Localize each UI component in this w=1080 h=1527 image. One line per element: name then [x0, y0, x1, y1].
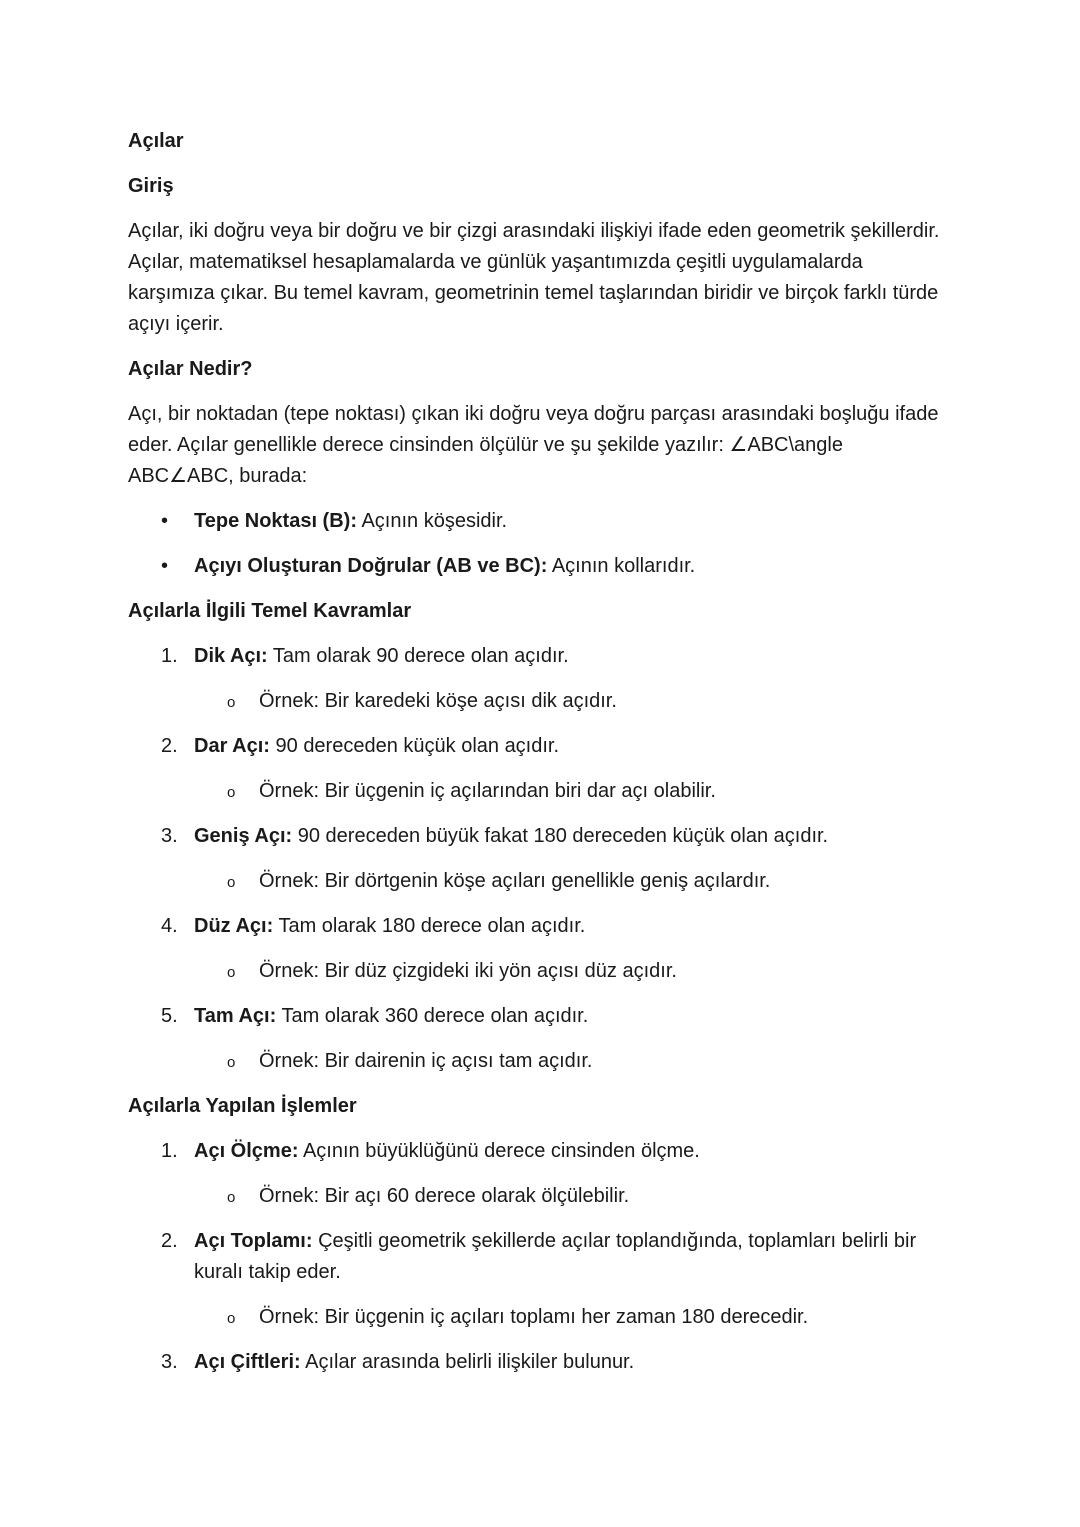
- bullet-icon: •: [161, 510, 169, 532]
- list-item: [128, 1347, 948, 1378]
- list-item: [128, 506, 948, 537]
- item-number: 5.: [161, 1005, 178, 1027]
- bullet-desc: Açının köşesidir.: [356, 510, 508, 532]
- list-item: [128, 641, 948, 717]
- section-heading-concepts: Açılarla İlgili Temel Kavramlar: [128, 600, 412, 622]
- circle-bullet-icon: o: [227, 1310, 236, 1327]
- item-desc: Açının büyüklüğünü derece cinsinden ölçme.: [298, 1140, 700, 1162]
- item-term: Açı Toplamı:: [194, 1230, 313, 1252]
- item-term: Tam Açı:: [194, 1005, 277, 1027]
- item-desc: Çeşitli geometrik şekillerde açılar toplandığında, toplamları belirli bir kuralı takip eder.: [194, 1230, 917, 1283]
- list-item: [128, 911, 948, 987]
- list-item: [128, 731, 948, 807]
- item-desc: Açılar arasında belirli ilişkiler bulunur.: [300, 1351, 635, 1373]
- bullet-list: [128, 506, 948, 582]
- item-number: 3.: [161, 825, 178, 847]
- bullet-desc: Açının kollarıdır.: [547, 555, 696, 577]
- bullet-term: Tepe Noktası (B):: [194, 510, 357, 532]
- item-example: Örnek: Bir dairenin iç açısı tam açıdır.: [259, 1050, 593, 1072]
- circle-bullet-icon: o: [227, 874, 236, 891]
- bullet-icon: •: [161, 555, 169, 577]
- item-term: Açı Çiftleri:: [194, 1351, 301, 1373]
- what-paragraph: Açı, bir noktadan (tepe noktası) çıkan iki doğru veya doğru parçası arasındaki boşluğu ifade eder. Açılar genellikle derece cinsinden ölçülür ve şu şekilde yazılır: ∠ABC\angle ABC∠ABC, burada:: [128, 403, 939, 487]
- circle-bullet-icon: o: [227, 964, 236, 981]
- item-example: Örnek: Bir dörtgenin köşe açıları genellikle geniş açılardır.: [259, 870, 771, 892]
- item-term: Dar Açı:: [194, 735, 270, 757]
- item-term: Geniş Açı:: [194, 825, 293, 847]
- item-desc: Tam olarak 90 derece olan açıdır.: [267, 645, 569, 667]
- item-example: Örnek: Bir karedeki köşe açısı dik açıdır.: [259, 690, 617, 712]
- section-heading-operations: Açılarla Yapılan İşlemler: [128, 1095, 357, 1117]
- list-item: [128, 821, 948, 897]
- item-number: 2.: [161, 735, 178, 757]
- circle-bullet-icon: o: [227, 694, 236, 711]
- item-term: Açı Ölçme:: [194, 1140, 299, 1162]
- item-desc: Tam olarak 180 derece olan açıdır.: [273, 915, 586, 937]
- list-item: [128, 1001, 948, 1077]
- list-item: [128, 1136, 948, 1212]
- circle-bullet-icon: o: [227, 1054, 236, 1071]
- item-example: Örnek: Bir üçgenin iç açıları toplamı her zaman 180 derecedir.: [259, 1306, 809, 1328]
- operations-list: [128, 1136, 948, 1378]
- item-number: 3.: [161, 1351, 178, 1373]
- item-term: Düz Açı:: [194, 915, 274, 937]
- item-example: Örnek: Bir açı 60 derece olarak ölçülebilir.: [259, 1185, 630, 1207]
- item-desc: Tam olarak 360 derece olan açıdır.: [276, 1005, 589, 1027]
- list-item: [128, 551, 948, 582]
- item-desc: 90 dereceden küçük olan açıdır.: [269, 735, 560, 757]
- item-example: Örnek: Bir düz çizgideki iki yön açısı düz açıdır.: [259, 960, 677, 982]
- item-example: Örnek: Bir üçgenin iç açılarından biri dar açı olabilir.: [259, 780, 716, 802]
- intro-paragraph: Açılar, iki doğru veya bir doğru ve bir çizgi arasındaki ilişkiyi ifade eden geometrik şekillerdir. Açılar, matematiksel hesaplamalarda ve günlük yaşantımızda çeşitli uygulamalarda karşımıza çıkar. Bu temel kavram, geometrinin temel taşlarından biridir ve birçok farklı türde açıyı içerir.: [128, 220, 940, 335]
- document-title: Açılar: [128, 130, 184, 152]
- circle-bullet-icon: o: [227, 784, 236, 801]
- document-page: [128, 126, 948, 1392]
- circle-bullet-icon: o: [227, 1189, 236, 1206]
- concepts-list: [128, 641, 948, 1077]
- item-desc: 90 dereceden büyük fakat 180 dereceden küçük olan açıdır.: [292, 825, 829, 847]
- section-heading-intro: Giriş: [128, 175, 174, 197]
- list-item: [128, 1226, 948, 1333]
- bullet-term: Açıyı Oluşturan Doğrular (AB ve BC):: [194, 555, 548, 577]
- item-term: Dik Açı:: [194, 645, 268, 667]
- item-number: 1.: [161, 1140, 178, 1162]
- section-heading-what: Açılar Nedir?: [128, 358, 253, 380]
- item-number: 1.: [161, 645, 178, 667]
- item-number: 2.: [161, 1230, 178, 1252]
- item-number: 4.: [161, 915, 178, 937]
